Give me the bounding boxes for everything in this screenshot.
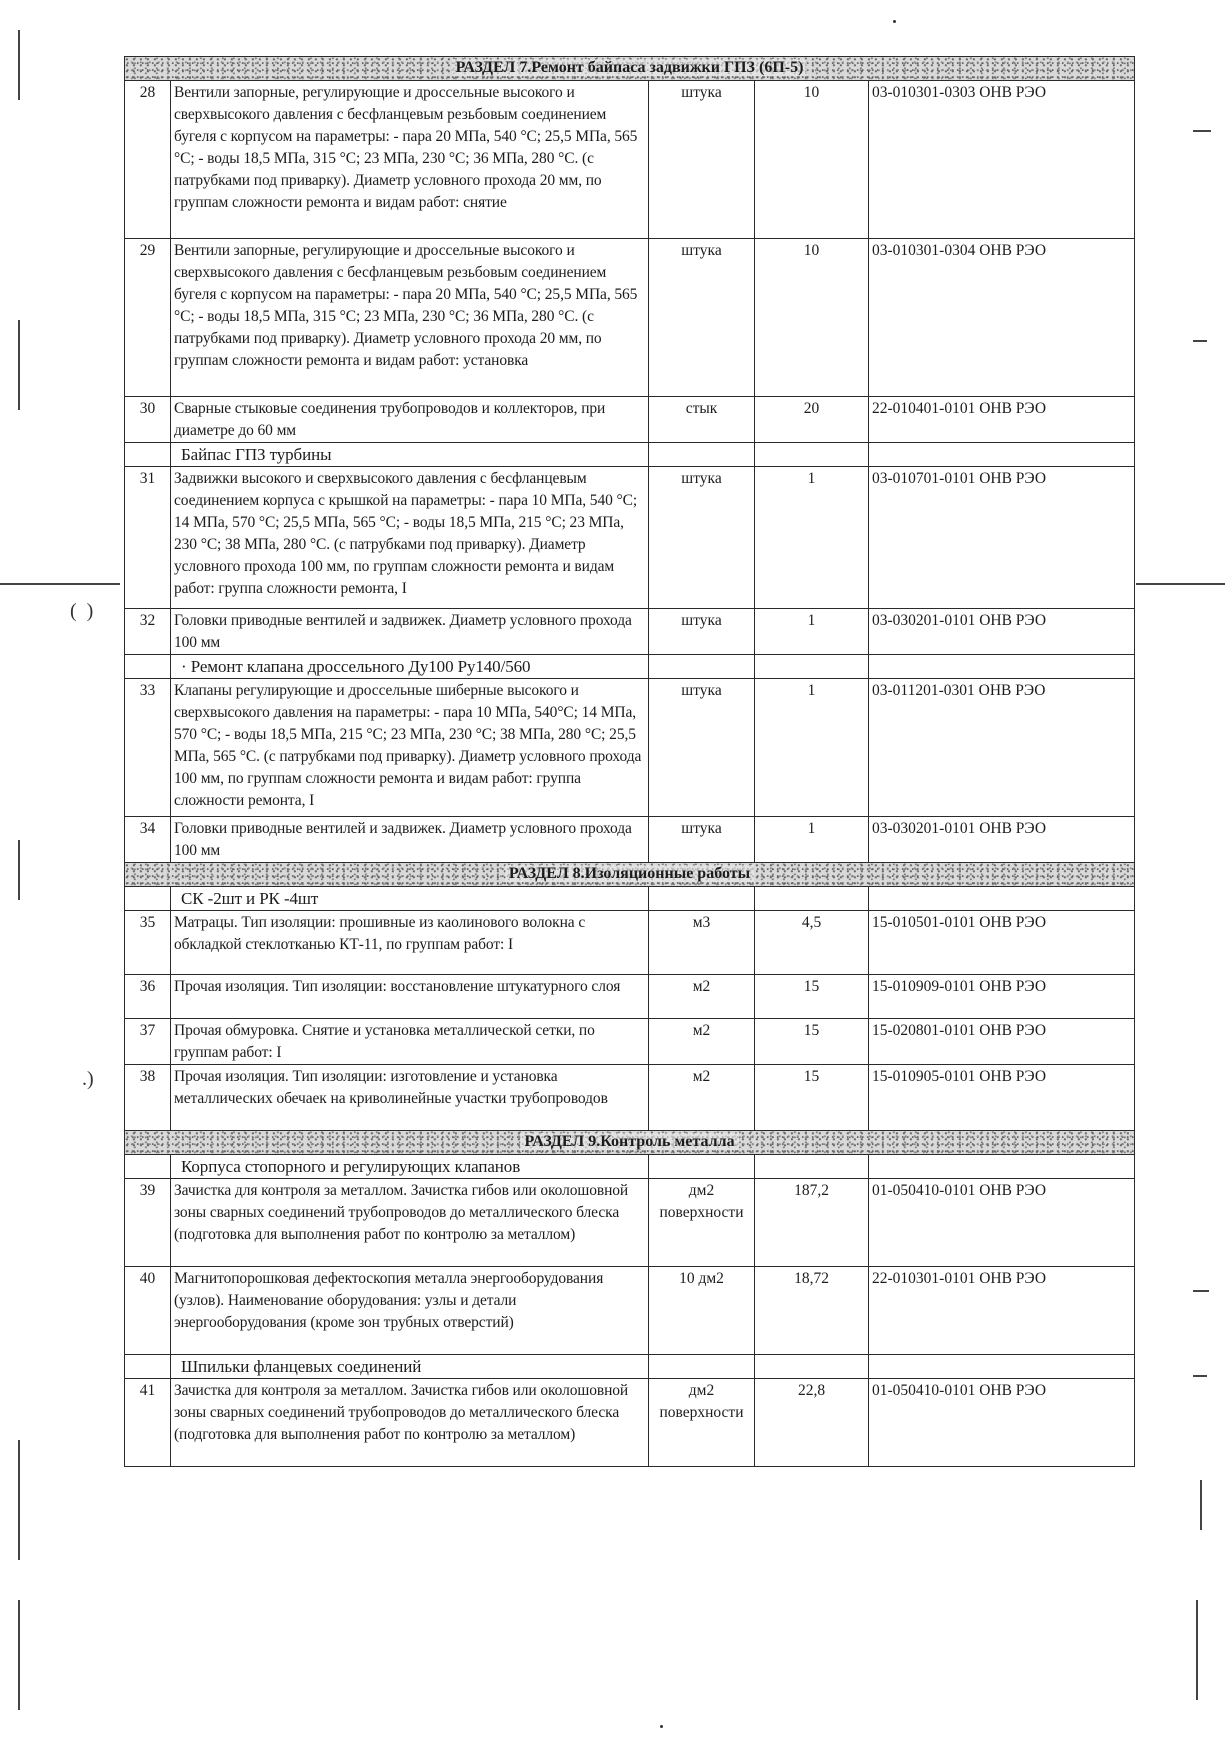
row-number: 36 — [125, 975, 171, 1019]
norm-code: 01-050410-0101 ОНВ РЭО — [869, 1179, 1135, 1267]
norm-code: 03-010301-0303 ОНВ РЭО — [869, 81, 1135, 239]
scan-mark — [18, 840, 20, 900]
quantity: 15 — [755, 1019, 869, 1065]
row-number-cell — [125, 655, 171, 679]
scan-mark — [893, 20, 896, 23]
row-number-cell — [125, 887, 171, 911]
row-number: 34 — [125, 817, 171, 863]
row-number: 37 — [125, 1019, 171, 1065]
scan-mark — [18, 320, 20, 410]
unit-cell — [649, 1355, 755, 1379]
scan-mark: .) — [82, 1068, 94, 1090]
subgroup-title: СК -2шт и РК -4шт — [171, 887, 649, 911]
table-row — [125, 1019, 1135, 1065]
norm-code: 15-010909-0101 ОНВ РЭО — [869, 975, 1135, 1019]
norm-code: 03-030201-0101 ОНВ РЭО — [869, 817, 1135, 863]
quantity: 20 — [755, 397, 869, 443]
quantity: 10 — [755, 81, 869, 239]
work-description: Зачистка для контроля за металлом. Зачистка гибов или околошовной зоны сварных соединений трубопроводов до металлического блеска (подготовка для выполнения работ по контролю за металлом) — [171, 1379, 649, 1467]
norm-code: 22-010301-0101 ОНВ РЭО — [869, 1267, 1135, 1355]
row-number-cell — [125, 1355, 171, 1379]
work-description: Прочая изоляция. Тип изоляции: изготовление и установка металлических обечаек на криволинейные участки трубопроводов — [171, 1065, 649, 1131]
norm-code-cell — [869, 1355, 1135, 1379]
quantity-cell — [755, 887, 869, 911]
subgroup-title: Шпильки фланцевых соединений — [171, 1355, 649, 1379]
quantity: 15 — [755, 975, 869, 1019]
unit: дм2 поверхности — [649, 1179, 755, 1267]
quantity: 18,72 — [755, 1267, 869, 1355]
row-number: 33 — [125, 679, 171, 817]
quantity: 1 — [755, 679, 869, 817]
subgroup-title: Корпуса стопорного и регулирующих клапанов — [171, 1155, 649, 1179]
row-number: 41 — [125, 1379, 171, 1467]
section-title: РАЗДЕЛ 9.Контроль металла — [520, 1133, 738, 1150]
subgroup-title: · Ремонт клапана дроссельного Ду100 Ру140/560 — [171, 655, 649, 679]
norm-code: 03-030201-0101 ОНВ РЭО — [869, 609, 1135, 655]
work-description: Зачистка для контроля за металлом. Зачистка гибов или околошовной зоны сварных соединений трубопроводов до металлического блеска (подготовка для выполнения работ по контролю за металлом) — [171, 1179, 649, 1267]
unit: штука — [649, 467, 755, 609]
scan-mark — [18, 1600, 20, 1710]
unit: штука — [649, 609, 755, 655]
section-title: РАЗДЕЛ 7.Ремонт байпаса задвижки ГПЗ (6П-5) — [452, 59, 808, 76]
unit: м2 — [649, 1019, 755, 1065]
quantity: 15 — [755, 1065, 869, 1131]
work-description: Магнитопорошковая дефектоскопия металла энергооборудования (узлов). Наименование оборудования: узлы и детали энергооборудования (кроме зон трубных отверстий) — [171, 1267, 649, 1355]
table-row — [125, 467, 1135, 609]
unit-cell — [649, 655, 755, 679]
table-row — [125, 609, 1135, 655]
unit: стык — [649, 397, 755, 443]
table-row — [125, 397, 1135, 443]
scan-mark — [1193, 340, 1207, 342]
works-table — [124, 56, 1135, 1467]
quantity: 1 — [755, 467, 869, 609]
section-header-row — [125, 863, 1135, 887]
norm-code: 15-010905-0101 ОНВ РЭО — [869, 1065, 1135, 1131]
unit-cell — [649, 1155, 755, 1179]
scan-mark — [1200, 1480, 1202, 1530]
row-number: 28 — [125, 81, 171, 239]
section-header-row — [125, 57, 1135, 81]
table-row — [125, 81, 1135, 239]
row-number: 40 — [125, 1267, 171, 1355]
row-number: 35 — [125, 911, 171, 975]
row-number: 29 — [125, 239, 171, 397]
row-number: 39 — [125, 1179, 171, 1267]
unit: штука — [649, 679, 755, 817]
scan-mark — [0, 583, 120, 585]
subgroup-row — [125, 1355, 1135, 1379]
row-number: 31 — [125, 467, 171, 609]
row-number: 32 — [125, 609, 171, 655]
unit: штука — [649, 81, 755, 239]
row-number: 38 — [125, 1065, 171, 1131]
unit: м2 — [649, 1065, 755, 1131]
norm-code: 15-010501-0101 ОНВ РЭО — [869, 911, 1135, 975]
scan-mark: ( ) — [70, 600, 94, 622]
norm-code-cell — [869, 1155, 1135, 1179]
table-row — [125, 239, 1135, 397]
subgroup-row — [125, 1155, 1135, 1179]
work-description: Вентили запорные, регулирующие и дроссельные высокого и сверхвысокого давления с бесфланцевым резьбовым соединением бугеля с корпусом на параметры: - пара 20 МПа, 540 °С; 25,5 МПа, 565 °С; - воды 18,5 МПа, 315 °С; 23 МПа, 230 °С; 36 МПа, 280 °С. (с патрубками под приварку). Диаметр условного прохода 20 мм, по группам сложности ремонта и видам работ: снятие — [171, 81, 649, 239]
table-row — [125, 1179, 1135, 1267]
quantity-cell — [755, 443, 869, 467]
table-row — [125, 1267, 1135, 1355]
row-number-cell — [125, 1155, 171, 1179]
norm-code-cell — [869, 443, 1135, 467]
table-row — [125, 975, 1135, 1019]
work-description: Задвижки высокого и сверхвысокого давления с бесфланцевым соединением корпуса с крышкой на параметры: - пара 10 МПа, 540 °С; 14 МПа, 570 °С; 25,5 МПа, 565 °С; - воды 18,5 МПа, 215 °С; 23 МПа, 230 °С; 38 МПа, 280 °С. (с патрубками под приварку). Диаметр условного прохода 100 мм, по группам сложности ремонта и видам работ: группа сложности ремонта, I — [171, 467, 649, 609]
work-description: Головки приводные вентилей и задвижек. Диаметр условного прохода 100 мм — [171, 817, 649, 863]
quantity: 22,8 — [755, 1379, 869, 1467]
table-row — [125, 911, 1135, 975]
norm-code: 03-010701-0101 ОНВ РЭО — [869, 467, 1135, 609]
scan-mark — [1196, 1600, 1198, 1700]
scan-mark — [1136, 583, 1225, 585]
work-description: Сварные стыковые соединения трубопроводов и коллекторов, при диаметре до 60 мм — [171, 397, 649, 443]
scan-mark — [660, 1725, 663, 1728]
norm-code-cell — [869, 655, 1135, 679]
quantity: 1 — [755, 609, 869, 655]
table-row — [125, 1065, 1135, 1131]
row-number-cell — [125, 443, 171, 467]
norm-code: 03-010301-0304 ОНВ РЭО — [869, 239, 1135, 397]
section-header-row — [125, 1131, 1135, 1155]
subgroup-row — [125, 887, 1135, 911]
subgroup-title: Байпас ГПЗ турбины — [171, 443, 649, 467]
unit-cell — [649, 887, 755, 911]
work-description: Матрацы. Тип изоляции: прошивные из каолинового волокна с обкладкой стеклотканью КТ-11, по группам работ: I — [171, 911, 649, 975]
row-number: 30 — [125, 397, 171, 443]
unit-cell — [649, 443, 755, 467]
quantity: 10 — [755, 239, 869, 397]
work-description: Головки приводные вентилей и задвижек. Диаметр условного прохода 100 мм — [171, 609, 649, 655]
scan-mark — [18, 30, 20, 100]
quantity-cell — [755, 655, 869, 679]
norm-code: 03-011201-0301 ОНВ РЭО — [869, 679, 1135, 817]
quantity-cell — [755, 1155, 869, 1179]
unit: м3 — [649, 911, 755, 975]
section-header-cell — [125, 1131, 1135, 1155]
unit: м2 — [649, 975, 755, 1019]
scan-mark — [18, 1440, 20, 1560]
scan-mark — [1193, 1375, 1207, 1377]
scan-mark — [1193, 1290, 1209, 1292]
work-description: Клапаны регулирующие и дроссельные шиберные высокого и сверхвысокого давления на параметры: - пара 10 МПа, 540°С; 14 МПа, 570 °С; - воды 18,5 МПа, 215 °С; 23 МПа, 230 °С; 38 МПа, 280 °С; 25,5 МПа, 565 °С. (с патрубками под приварку). Диаметр условного прохода 100 мм, по группам сложности ремонта и видам работ: группа сложности ремонта, I — [171, 679, 649, 817]
unit: штука — [649, 817, 755, 863]
quantity: 187,2 — [755, 1179, 869, 1267]
section-header-cell — [125, 57, 1135, 81]
section-title: РАЗДЕЛ 8.Изоляционные работы — [505, 865, 754, 882]
subgroup-row — [125, 443, 1135, 467]
quantity-cell — [755, 1355, 869, 1379]
norm-code-cell — [869, 887, 1135, 911]
section-header-cell — [125, 863, 1135, 887]
table-row — [125, 817, 1135, 863]
table-row — [125, 1379, 1135, 1467]
unit: 10 дм2 — [649, 1267, 755, 1355]
table-row — [125, 679, 1135, 817]
quantity: 1 — [755, 817, 869, 863]
unit: штука — [649, 239, 755, 397]
norm-code: 01-050410-0101 ОНВ РЭО — [869, 1379, 1135, 1467]
quantity: 4,5 — [755, 911, 869, 975]
scan-mark — [1193, 130, 1211, 132]
unit: дм2 поверхности — [649, 1379, 755, 1467]
work-description: Прочая изоляция. Тип изоляции: восстановление штукатурного слоя — [171, 975, 649, 1019]
work-description: Вентили запорные, регулирующие и дроссельные высокого и сверхвысокого давления с бесфланцевым резьбовым соединением бугеля с корпусом на параметры: - пара 20 МПа, 540 °С; 25,5 МПа, 565 °С; - воды 18,5 МПа, 315 °С; 23 МПа, 230 °С; 36 МПа, 280 °С. (с патрубками под приварку). Диаметр условного прохода 20 мм, по группам сложности ремонта и видам работ: установка — [171, 239, 649, 397]
norm-code: 22-010401-0101 ОНВ РЭО — [869, 397, 1135, 443]
work-description: Прочая обмуровка. Снятие и установка металлической сетки, по группам работ: I — [171, 1019, 649, 1065]
subgroup-row — [125, 655, 1135, 679]
norm-code: 15-020801-0101 ОНВ РЭО — [869, 1019, 1135, 1065]
works-table-body — [125, 57, 1135, 1467]
